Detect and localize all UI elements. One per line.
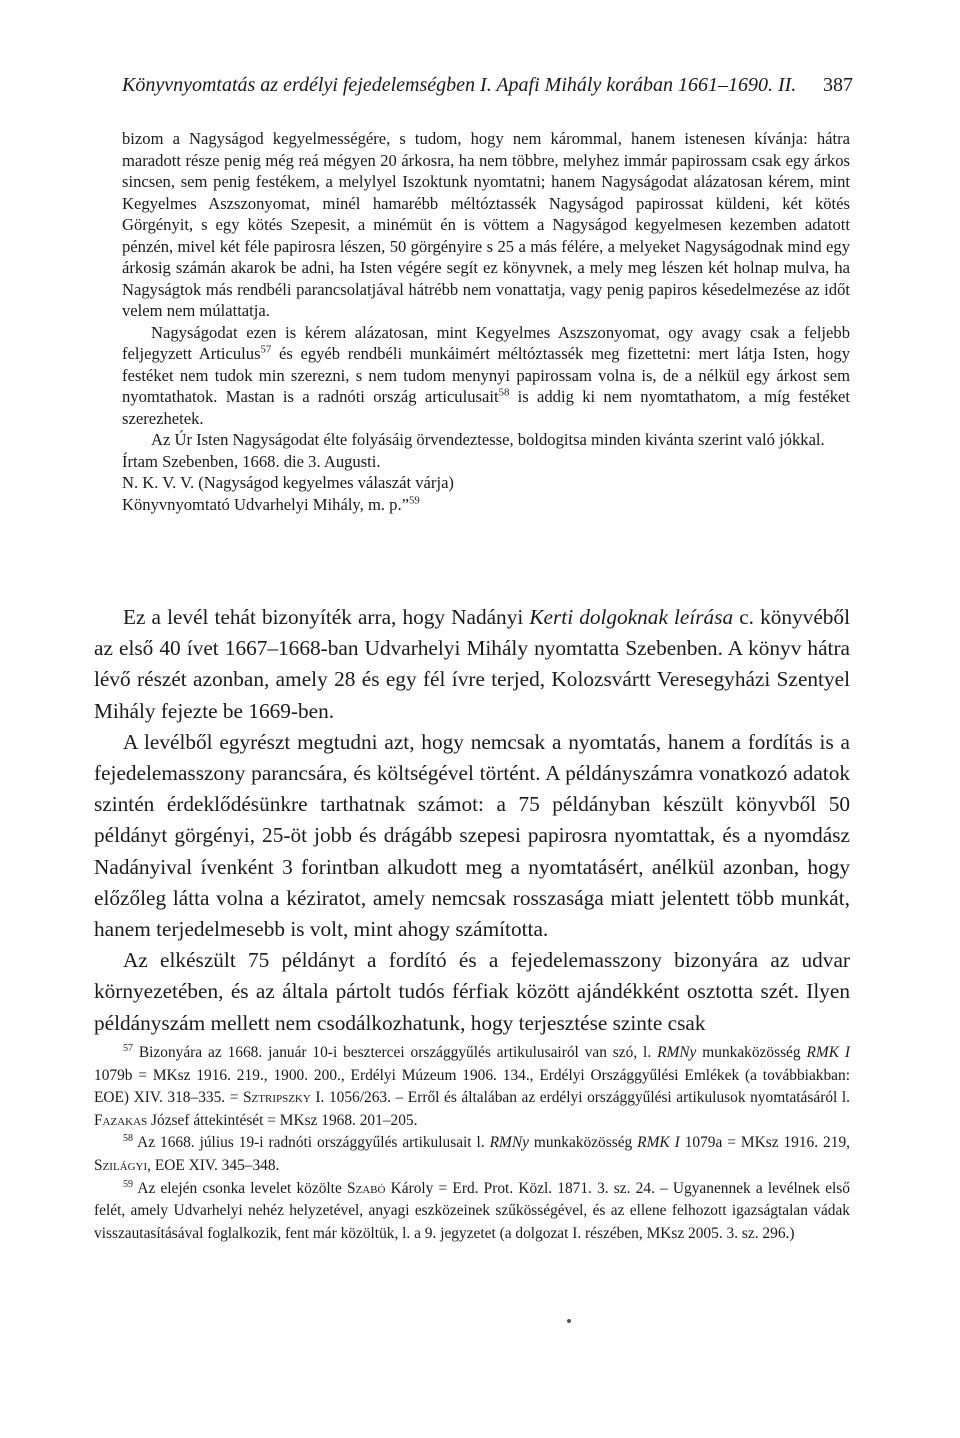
running-header <box>122 74 853 104</box>
footnote-number: 59 <box>123 1178 133 1190</box>
body-paragraph-3: Az elkészült 75 példányt a fordító és a fejedelemasszony bizonyára az udvar környezetében, és az általa pártolt tudós férfiak között ajándékként osztotta szét. Ilyen példányszám mellett nem csodálkozhatunk, hogy terjesztése szinte csak <box>94 948 850 1035</box>
book-title: Kerti dolgoknak leírása <box>529 605 734 629</box>
footnote-number: 57 <box>123 1042 133 1054</box>
running-title: Könyvnyomtatás az erdélyi fejedelemségben I. Apafi Mihály korában 1661–1690. II. <box>122 74 797 96</box>
body-text <box>94 602 850 1039</box>
letter-dateline: Írtam Szebenben, 1668. die 3. Augusti. <box>122 451 381 471</box>
footnotes <box>94 1042 850 1245</box>
body-paragraph-1: Ez a levél tehát bizonyíték arra, hogy Nadányi Kerti dolgoknak leírása c. könyvéből az első 40 ívet 1667–1668-ban Udvarhelyi Mihály nyomtatta Szebenben. A könyv hátra lévő részét azonban, amely 28 és egy fél ívre terjed, Kolozsvártt Veresegyházi Szentyel Mihály fejezte be 1669-ben. <box>94 605 850 723</box>
footnote-number: 58 <box>123 1133 133 1145</box>
footnote-ref-58: 58 <box>498 386 510 399</box>
footnote-58: $^{58}$ Az 1668. július 19-i radnóti országgyűlés artikulusait l. RMNy munkaközösség RMK I 1079a = MKsz 1916. 219, Szilágyi, EOE XIV. 345–348. <box>94 1133 850 1174</box>
body-paragraph-2: A levélből egyrészt megtudni azt, hogy nemcsak a nyomtatás, hanem a fordítás is a fejedelemasszony parancsára, és költségével történt. A példányszámra vonatkozó adatok szintén érdeklődésünkre tarthatnak számot: a 75 példányban készült könyvből 50 példányt görgényi, 25-öt jobb és drágább szepesi papirosra nyomtattak, és a nyomdász Nadányival ívenként 3 forintban alkudott meg a nyomtatásért, anélkül azonban, hogy előzőleg látta volna a kéziratot, amely nemcsak rosszasága miatt jelentett több munkát, hanem terjedelmesebb is volt, mint ahogy számította. <box>94 729 850 942</box>
quoted-letter <box>122 128 850 515</box>
page-number: 387 <box>823 74 853 96</box>
letter-paragraph-2: Nagyságodat ezen is kérem alázatosan, mint Kegyelmes Aszszonyomat, ogy avagy csak a feljebb feljegyzett Articulus$^{57}$ és egyéb rendbéli munkáimért méltóztassék meg fizettetni: mert látja Isten, hogy festéket nem tudok min szerezni, s nem tudom menynyi papirossam volna is, de a nélkül egy árkost sem nyomtathatok. Mastan is a radnóti ország articulusait$^{58}$ is addig ki nem nyomtathatom, a míg festéket szerezhetek. <box>122 322 850 428</box>
letter-paragraph-1: bizom a Nagyságod kegyelmességére, s tudom, hogy nem kárommal, hanem istenesen kívánja: hátra maradott része penig még reá mégyen 20 árkosra, ha nem többre, melyhez immár papirossam csak egy árkos sincsen, sem penig festékem, a melylyel Iszoktunk nyomtatni; hanem Nagyságodat alázatosan kérem, mint Kegyelmes Aszszonyomat, minél hamarébb méltóztassék Nagyságod papirossat küldeni, két kötés Görgényit, s egy kötés Szepesit, a minémüt én is vöttem a Nagyságod kegyelmesen kezemben adatott pénzén, mivel két féle papirosra lészen, 50 görgényire s 25 a más félére, a melyeket Nagyságodnak mind egy árkosig számán akarok be adni, ha Isten végére segít ez könyvnek, a mely meg lészen két holnap mulva, ha Nagyságtok más rendbéli parancsolatjával hátrébb nem vonattatja, vagy penig papiros késedelmezése az időt velem nem múlattatja. <box>122 129 850 320</box>
letter-paragraph-3: Az Úr Isten Nagyságodat élte folyásáig örvendeztesse, boldogitsa minden kivánta szerint való jókkal. <box>151 430 825 449</box>
letter-signature: Könyvnyomtató Udvarhelyi Mihály, m. p.”$^{59}$ <box>122 493 420 514</box>
letter-closing: N. K. V. V. (Nagyságod kegyelmes válaszát várja) <box>122 473 454 492</box>
footnote-ref-59: 59 <box>408 493 420 506</box>
footnote-57: $^{57}$ Bizonyára az 1668. január 10-i besztercei országgyűlés artikulusairól van szó, l. RMNy munkaközösség RMK I 1079b = MKsz 1916. 219., 1900. 200., Erdélyi Múzeum 1906. 134., Erdélyi Országgyűlési Emlékek (a továbbiakban: EOE) XIV. 318–335. = Sztripszky I. 1056/263. – Erről és általában az erdélyi országgyűlési artikulusok nyomtatásáról l. Fazakas József áttekintését = MKsz 1968. 201–205. <box>94 1042 851 1129</box>
scan-speck <box>567 1319 571 1323</box>
footnote-ref-57: 57 <box>260 343 272 356</box>
footnote-59: $^{59}$ Az elején csonka levelet közölte Szabó Károly = Erd. Prot. Közl. 1871. 3. sz. 24. – Ugyanennek a levélnek első felét, amely Udvarhelyi nehéz helyzetével, anyagi eszközeinek szűkösségével, és az ellene felhozott igazságtalan vádak visszautasításával foglalkozik, fent már közöltük, l. a 9. jegyzetet (a dolgozat I. részében, MKsz 2005. 3. sz. 296.) <box>94 1178 850 1242</box>
